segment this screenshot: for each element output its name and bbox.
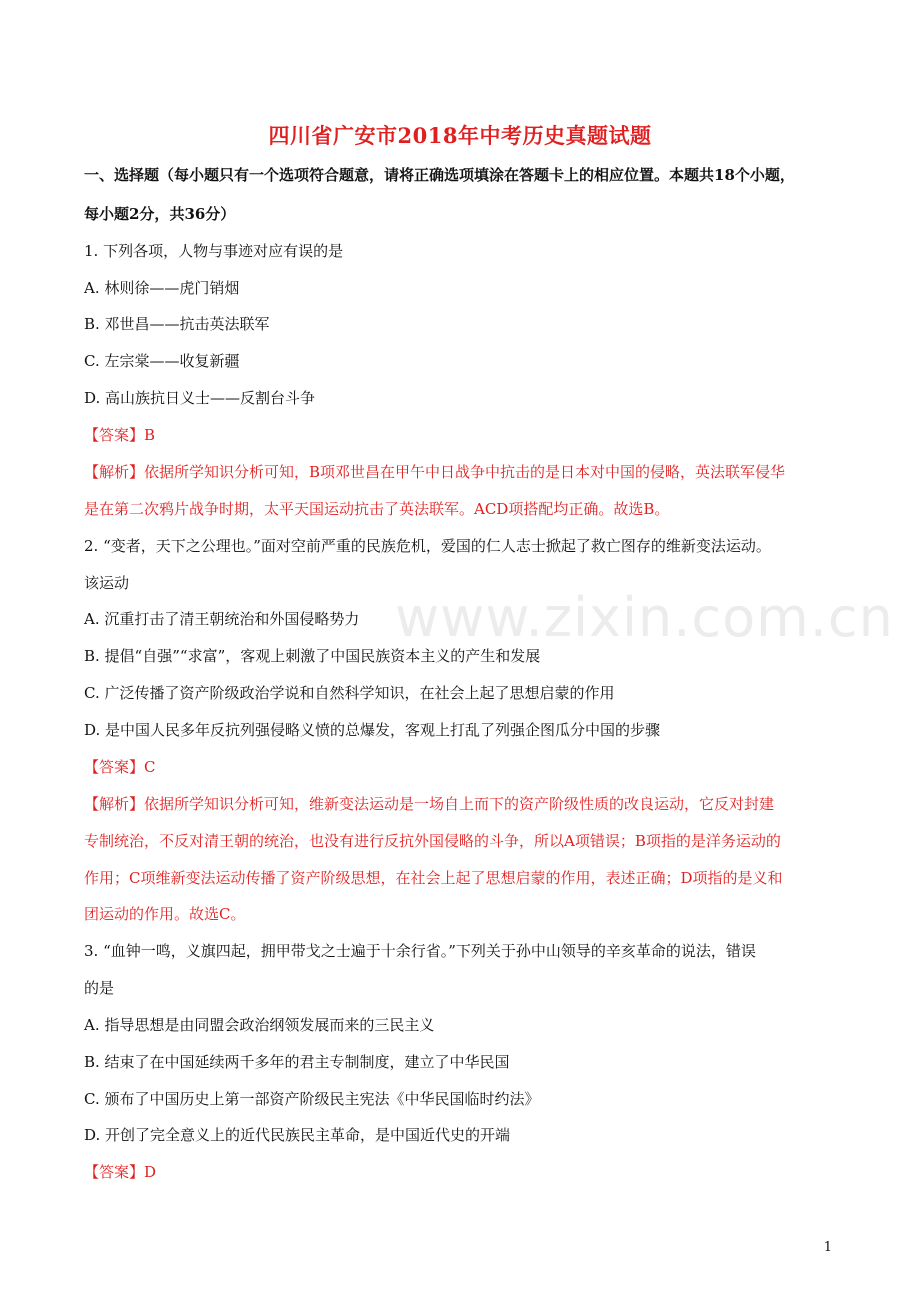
q1-option-a: A. 林则徐——虎门销烟 [84, 279, 240, 297]
q2-option-d: D. 是中国人民多年反抗列强侵略义愤的总爆发，客观上打乱了列强企图瓜分中国的步骤 [84, 721, 661, 739]
section-heading-line-2: 每小题2分，共36分） [84, 205, 236, 223]
q3-stem-line-1: 3. “血钟一鸣，义旗四起，拥甲带戈之士遍于十余行省。”下列关于孙中山领导的辛亥革命的说法，错误 [84, 942, 756, 960]
q2-stem-line-1: 2. “变者，天下之公理也。”面对空前严重的民族危机，爱国的仁人志士掀起了救亡图存的维新变法运动。 [84, 537, 771, 555]
q1-option-d: D. 高山族抗日义士——反割台斗争 [84, 389, 316, 407]
q3-option-c: C. 颁布了中国历史上第一部资产阶级民主宪法《中华民国临时约法》 [84, 1090, 540, 1108]
q2-stem-line-2: 该运动 [84, 574, 130, 592]
q2-analysis-line-3: 作用；C项维新变法运动传播了资产阶级思想，在社会上起了思想启蒙的作用，表述正确；D项指的是义和 [84, 869, 783, 887]
q2-analysis-line-2: 专制统治，不反对清王朝的统治，也没有进行反抗外国侵略的斗争，所以A项错误；B项指的是洋务运动的 [84, 832, 781, 850]
section-heading-line-1: 一、选择题（每小题只有一个选项符合题意，请将正确选项填涂在答题卡上的相应位置。本题共18个小题， [84, 166, 795, 184]
q2-option-b: B. 提倡“自强”“求富”，客观上刺激了中国民族资本主义的产生和发展 [84, 647, 541, 665]
q1-analysis-line-1: 【解析】依据所学知识分析可知，B项邓世昌在甲午中日战争中抗击的是日本对中国的侵略，英法联军侵华 [84, 463, 786, 481]
q1-option-c: C. 左宗棠——收复新疆 [84, 352, 240, 370]
page-title: 四川省广安市2018年中考历史真题试题 [268, 123, 652, 148]
q3-option-d: D. 开创了完全意义上的近代民族民主革命，是中国近代史的开端 [84, 1126, 511, 1144]
q2-option-c: C. 广泛传播了资产阶级政治学说和自然科学知识，在社会上起了思想启蒙的作用 [84, 684, 615, 702]
q3-option-a: A. 指导思想是由同盟会政治纲领发展而来的三民主义 [84, 1016, 435, 1034]
q3-answer: 【答案】D [84, 1163, 157, 1181]
q1-option-b: B. 邓世昌——抗击英法联军 [84, 315, 270, 333]
q3-option-b: B. 结束了在中国延续两千多年的君主专制制度，建立了中华民国 [84, 1053, 510, 1071]
q1-analysis-line-2: 是在第二次鸦片战争时期，太平天国运动抗击了英法联军。ACD项搭配均正确。故选B。 [84, 500, 670, 518]
q2-option-a: A. 沉重打击了清王朝统治和外国侵略势力 [84, 610, 360, 628]
q2-analysis-line-1: 【解析】依据所学知识分析可知，维新变法运动是一场自上而下的资产阶级性质的改良运动，它反对封建 [84, 795, 775, 813]
watermark: www.zixin.com.cn [395, 586, 894, 649]
q1-stem: 1. 下列各项，人物与事迹对应有误的是 [84, 242, 344, 260]
q2-answer: 【答案】C [84, 758, 156, 776]
q2-analysis-line-4: 团运动的作用。故选C。 [84, 905, 246, 923]
q1-answer: 【答案】B [84, 426, 156, 444]
page-number: 1 [823, 1240, 832, 1255]
q3-stem-line-2: 的是 [84, 979, 115, 997]
